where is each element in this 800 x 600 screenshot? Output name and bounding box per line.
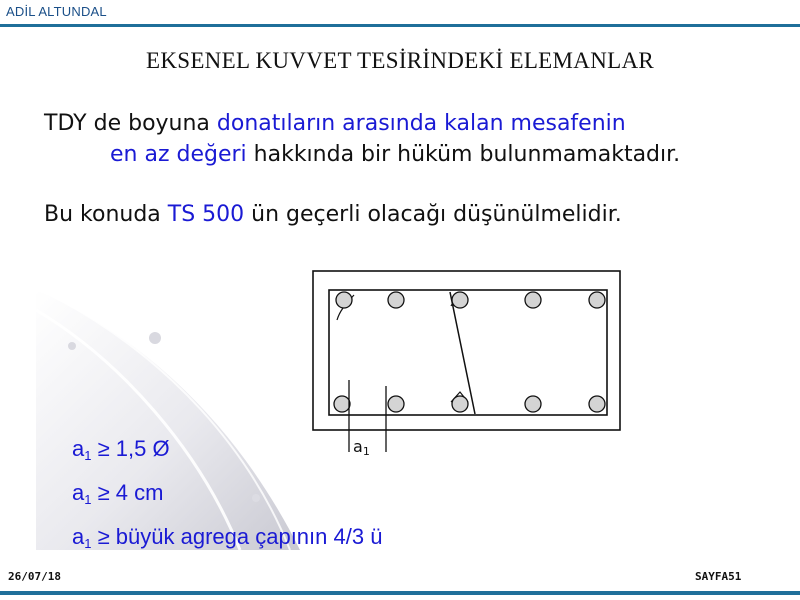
formula-1: $a_1 \ge 1,5$ Ø xyxy=(72,436,170,463)
top-bar-4 xyxy=(525,292,541,308)
spacing-label-sub: 1 xyxy=(362,445,370,458)
page-number: SAYFA51 xyxy=(695,570,742,583)
formula-3: $a_1$ ≥ büyük agrega çapının 4/3 ü xyxy=(72,524,383,551)
paragraph-2-text-b: ün geçerli olacağı düşünülmelidir. xyxy=(244,202,622,227)
paragraph-2-highlight: TS 500 xyxy=(167,202,245,227)
top-bar-2 xyxy=(388,292,404,308)
formula-2: $a_1 \ge 4$ cm xyxy=(72,480,164,507)
paragraph-1-line-1 xyxy=(44,111,626,136)
paragraph-2 xyxy=(44,202,622,227)
formula-list xyxy=(72,430,382,562)
top-bar-5 xyxy=(589,292,605,308)
footer-date: 26/07/18 xyxy=(8,570,61,583)
spacing-label-main: a xyxy=(353,437,363,456)
bottom-bar-3 xyxy=(452,396,468,412)
bottom-rule xyxy=(0,591,800,595)
top-bar-3 xyxy=(452,292,468,308)
author-name: ADİL ALTUNDAL xyxy=(6,4,107,19)
bottom-bar-2 xyxy=(388,396,404,412)
bottom-bar-5 xyxy=(589,396,605,412)
bottom-bar-1 xyxy=(334,396,350,412)
paragraph-1-highlight-a: donatıların arasında kalan mesafenin xyxy=(216,111,626,136)
paragraph-1-highlight-b: en az değeri xyxy=(110,142,247,167)
paragraph-2-text-a: Bu konuda xyxy=(44,202,168,227)
paragraph-1-line-2 xyxy=(110,142,680,167)
paragraph-1-text-b: hakkında bir hüküm bulunmamaktadır. xyxy=(246,142,681,167)
bottom-bar-4 xyxy=(525,396,541,412)
top-bar-1 xyxy=(336,292,352,308)
top-rule xyxy=(0,24,800,27)
paragraph-1-text-a: TDY de boyuna xyxy=(44,111,217,136)
slide-title: EKSENEL KUVVET TESİRİNDEKİ ELEMANLAR xyxy=(145,48,655,73)
